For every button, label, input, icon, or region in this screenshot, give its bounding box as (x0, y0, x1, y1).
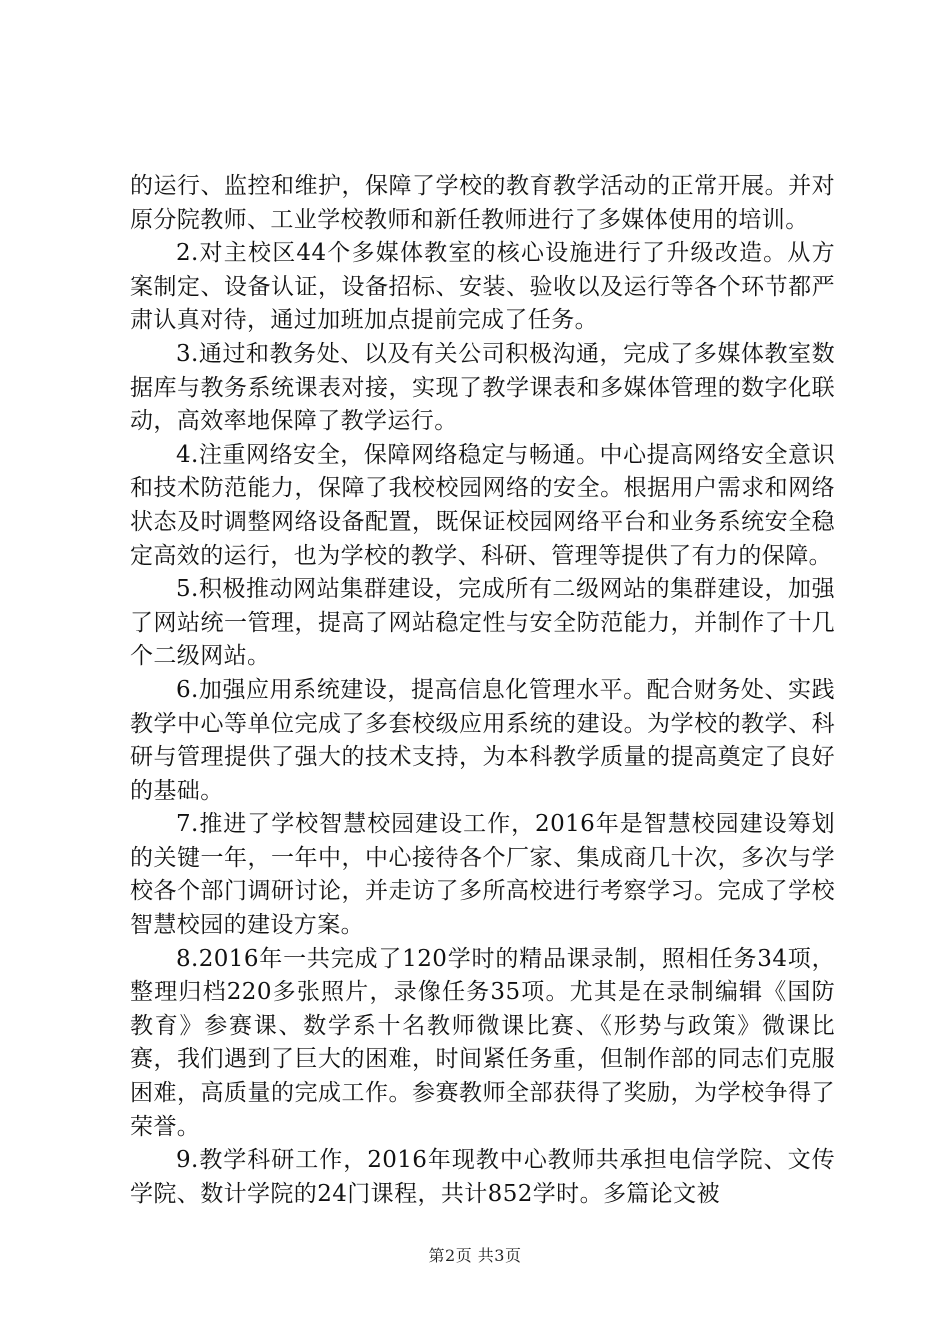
paragraph-item-5: 5.积极推动网站集群建设，完成所有二级网站的集群建设，加强了网站统一管理，提高了网站稳定性与安全防范能力，并制作了十几个二级网站。 (130, 576, 835, 670)
page-number-footer: 第2页 共3页 (428, 1246, 522, 1265)
paragraph-item-6: 6.加强应用系统建设，提高信息化管理水平。配合财务处、实践教学中心等单位完成了多套校级应用系统的建设。为学校的教学、科研与管理提供了强大的技术支持，为本科教学质量的提高奠定了良好的基础。 (130, 676, 835, 804)
paragraph-item-4: 4.注重网络安全，保障网络稳定与畅通。中心提高网络安全意识和技术防范能力，保障了我校校园网络的安全。根据用户需求和网络状态及时调整网络设备配置，既保证校园网络平台和业务系统安全稳定高效的运行，也为学校的教学、科研、管理等提供了有力的保障。 (130, 441, 835, 569)
paragraph-item-2: 2.对主校区44个多媒体教室的核心设施进行了升级改造。从方案制定、设备认证，设备招标、安装、验收以及运行等各个环节都严肃认真对待，通过加班加点提前完成了任务。 (130, 240, 835, 334)
paragraph-item-9: 9.教学科研工作，2016年现教中心教师共承担电信学院、文传学院、数计学院的24门课程，共计852学时。多篇论文被 (130, 1147, 835, 1207)
paragraph-continuation: 的运行、监控和维护，保障了学校的教育教学活动的正常开展。并对原分院教师、工业学校教师和新任教师进行了多媒体使用的培训。 (130, 173, 835, 233)
body-text (130, 170, 835, 1211)
paragraph-item-8: 8.2016年一共完成了120学时的精品课录制，照相任务34项，整理归档220多张照片，录像任务35项。尤其是在录制编辑《国防教育》参赛课、数学系十名教师微课比赛、《形势与政策》微课比赛，我们遇到了巨大的困难，时间紧任务重，但制作部的同志们克服困难，高质量的完成工作。参赛教师全部获得了奖励，为学校争得了荣誉。 (130, 945, 835, 1140)
paragraph-item-3: 3.通过和教务处、以及有关公司积极沟通，完成了多媒体教室数据库与教务系统课表对接，实现了教学课表和多媒体管理的数字化联动，高效率地保障了教学运行。 (130, 340, 835, 435)
paragraph-item-7: 7.推进了学校智慧校园建设工作，2016年是智慧校园建设筹划的关键一年，一年中，中心接待各个厂家、集成商几十次，多次与学校各个部门调研讨论，并走访了多所高校进行考察学习。完成了学校智慧校园的建设方案。 (130, 811, 835, 939)
